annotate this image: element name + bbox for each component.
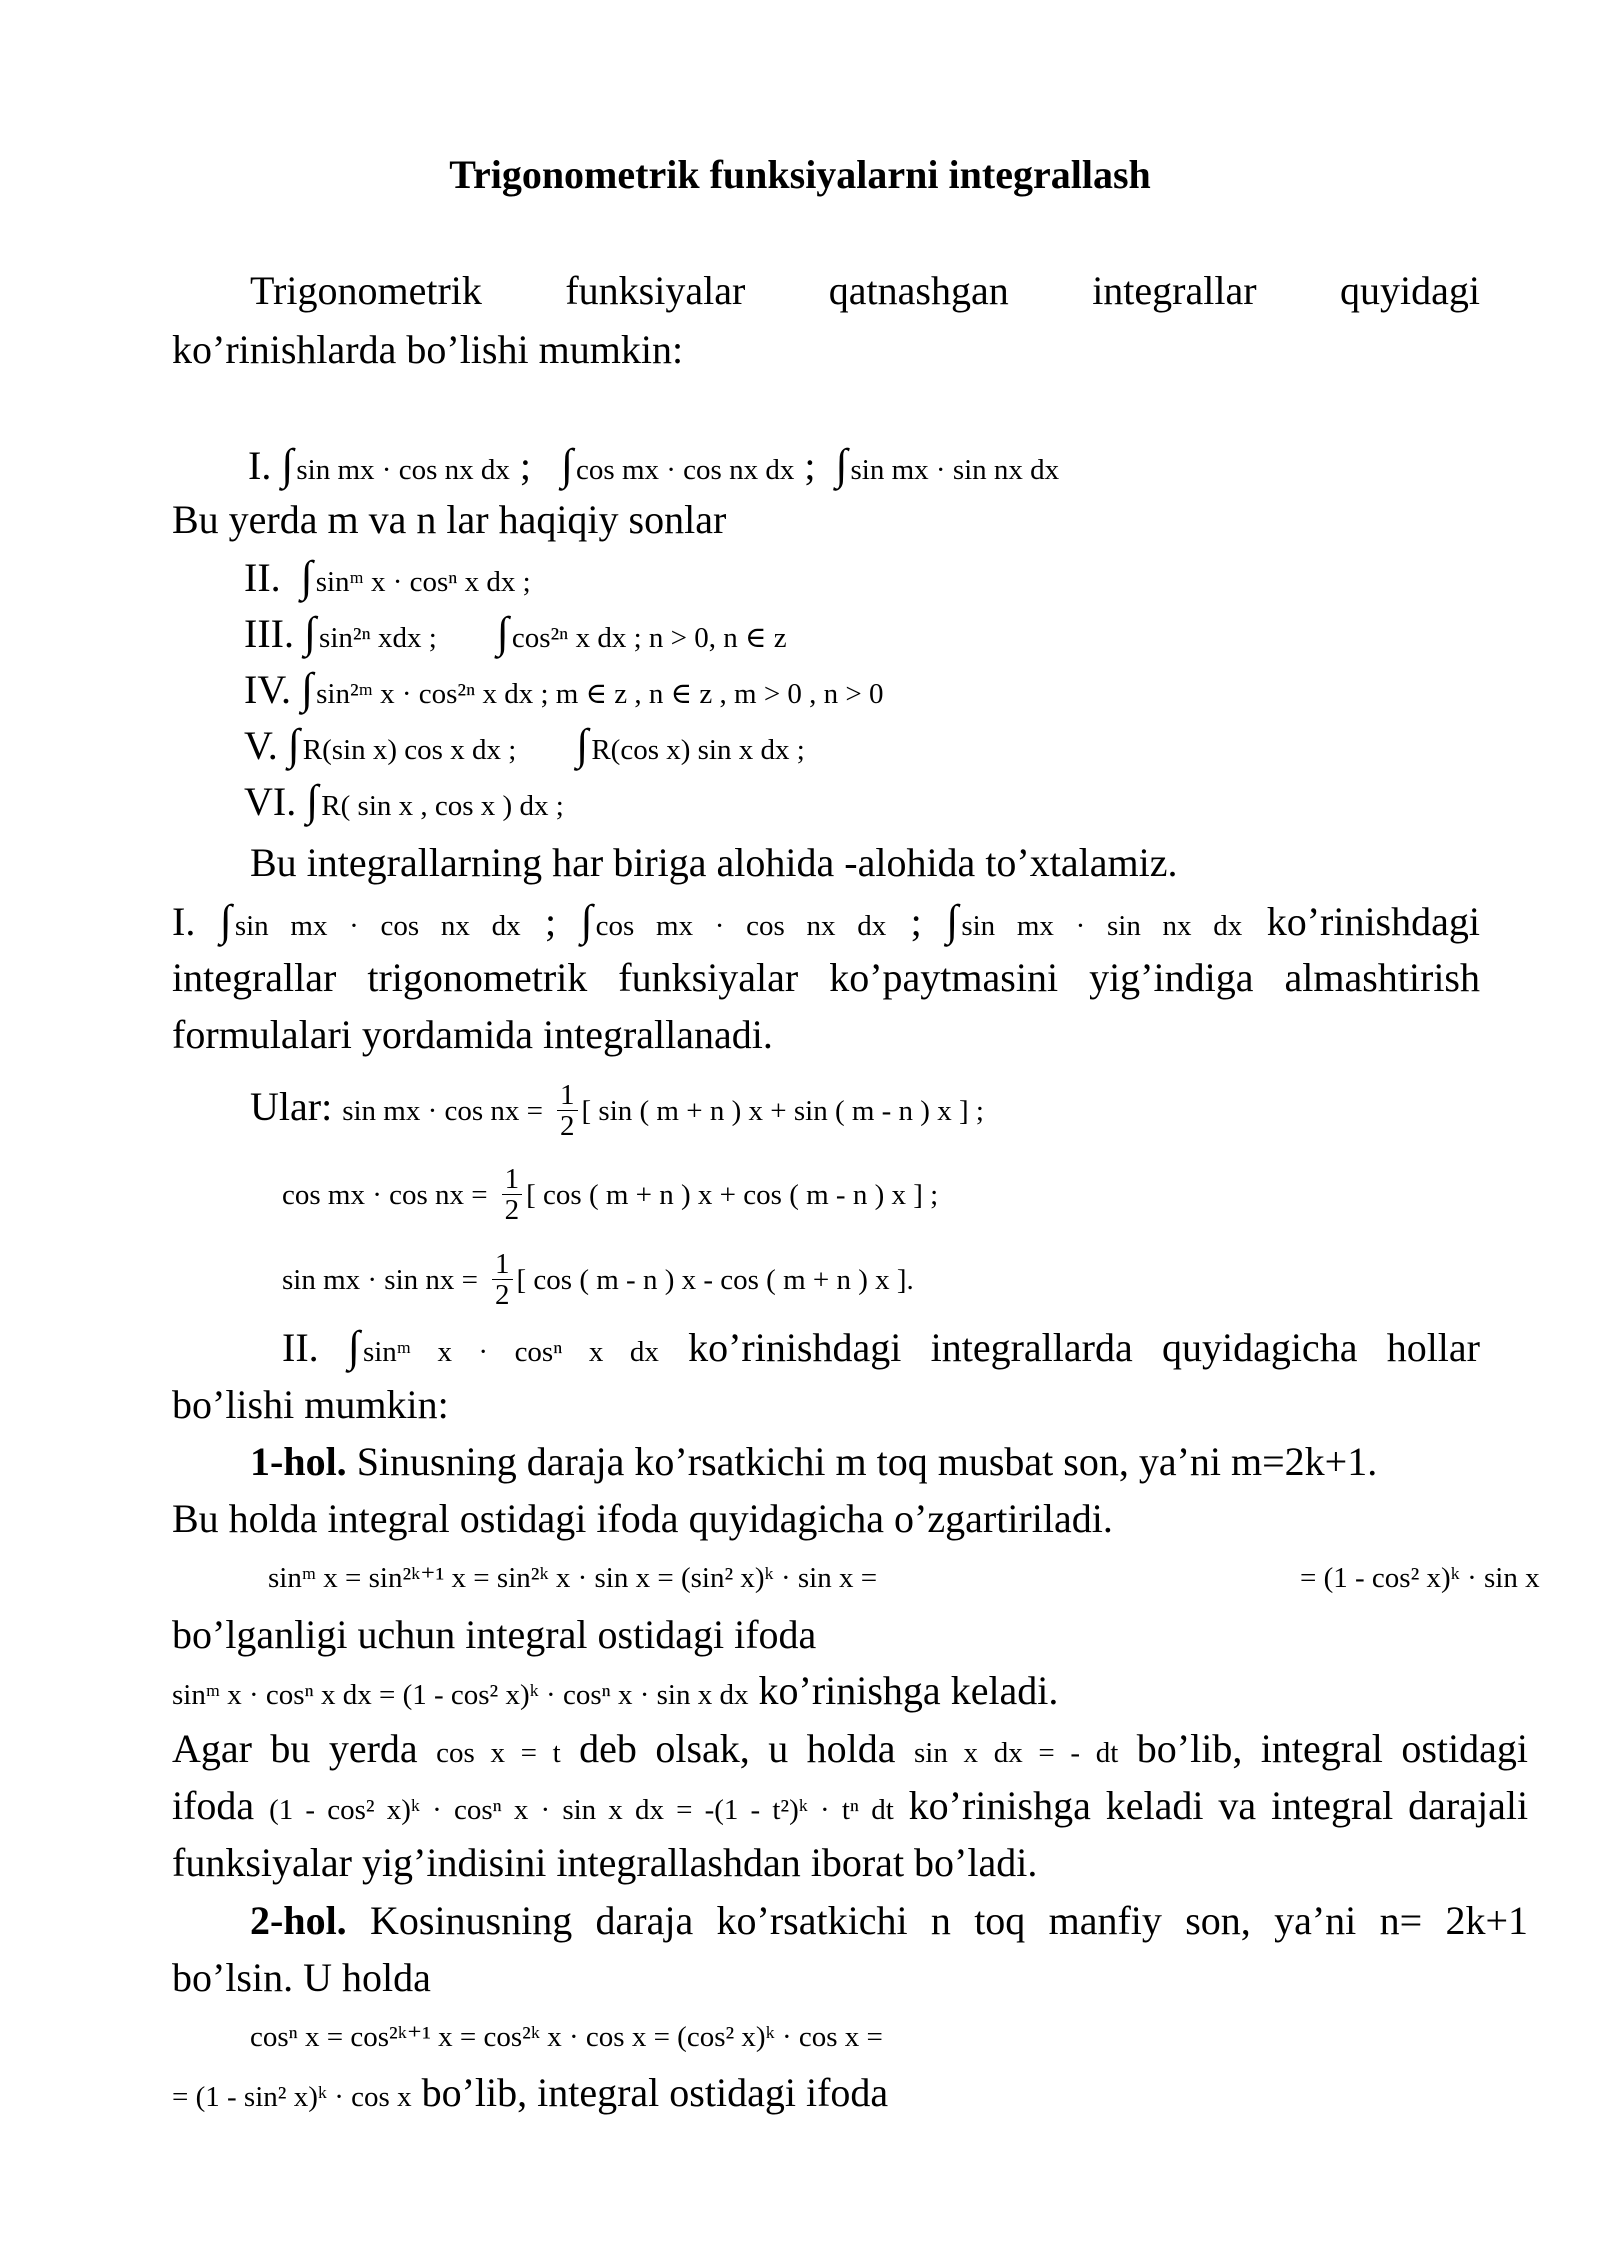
separator: ; xyxy=(804,443,816,488)
integral-item: ∫ cos mx · cos nx dx ; xyxy=(580,896,922,945)
fraction-one-half: $\frac{1}{2}$ xyxy=(557,1080,578,1141)
hol1-text: Sinusning daraja ko’rsatkichi m toq musbat son, ya’ni m=2k+1. xyxy=(346,1439,1378,1484)
page-title: Trigonometrik funksiyalarni integrallash xyxy=(449,152,1151,197)
section-label: I. xyxy=(172,899,196,944)
section2-integral: II. ∫ sinᵐ x · cosⁿ x dx xyxy=(282,1322,659,1371)
section1-line-3: formulalari yordamida integrallanadi. xyxy=(172,1012,773,1057)
formula: cos x = t xyxy=(436,1737,561,1769)
formula-rhs: [ cos ( m + n ) x + cos ( m - n ) x ] ; xyxy=(526,1179,939,1211)
section2-line-2: bo’lishi mumkin: xyxy=(172,1382,449,1427)
integral-sign-icon: ∫ xyxy=(560,440,574,489)
section1-line-2: integrallar trigonometrik funksiyalar ko’paytmasini yig’indiga almashtirish xyxy=(172,955,1480,1000)
form-iv xyxy=(244,664,884,719)
formula: (1 - cos² x)ᵏ · cosⁿ x · sin x dx = -(1 - t²)ᵏ · tⁿ dt xyxy=(269,1794,894,1826)
hol2-line-3 xyxy=(172,2068,888,2122)
suffix-text: ko’rinishdagi xyxy=(1266,899,1480,944)
text-fragment: va xyxy=(1218,1783,1257,1828)
section2-word: integrallarda xyxy=(930,1325,1133,1370)
text-fragment: ko’rinishga xyxy=(908,1783,1091,1828)
text-fragment: ifoda xyxy=(172,1783,255,1828)
integral-item: ∫ sin mx · sin nx dx xyxy=(946,896,1243,945)
text-fragment: darajali xyxy=(1408,1783,1529,1828)
form-i xyxy=(248,440,1059,495)
suffix-text: ko’rinishga keladi. xyxy=(748,1668,1059,1713)
hol1-line-2: Bu holda integral ostidagi ifoda quyidagicha o’zgartiriladi. xyxy=(172,1496,1113,1541)
ular-label: Ular: xyxy=(250,1084,333,1129)
hol1-line-7: funksiyalar yig’indisini integrallashdan iborat bo’ladi. xyxy=(172,1840,1038,1885)
integral-sign-icon: ∫ xyxy=(303,608,317,657)
formula-lhs: sin mx · cos nx = xyxy=(342,1095,544,1127)
formula: cos mx · cos nx dx xyxy=(576,454,795,486)
section1-line-1 xyxy=(172,896,1480,951)
hol1-label: 1-hol. xyxy=(250,1439,347,1484)
form-vi xyxy=(244,776,564,831)
intro-line-2: ko’rinishlarda bo’lishi mumkin: xyxy=(172,327,684,372)
roman-numeral: V. xyxy=(244,723,278,768)
hol1-formula-a: sinᵐ x = sin²ᵏ⁺¹ x = sin²ᵏ x · sin x = (sin² x)ᵏ · sin x = xyxy=(268,1562,878,1594)
intro-word: qatnashgan xyxy=(828,268,1009,313)
suffix-text: bo’lib, integral ostidagi ifoda xyxy=(411,2070,889,2115)
integral-sign-icon: ∫ xyxy=(576,720,589,769)
intro-line-1 xyxy=(250,266,1480,316)
intro-word: quyidagi xyxy=(1340,268,1480,313)
integral-sign-icon: ∫ xyxy=(281,440,294,489)
text-fragment: integral xyxy=(1271,1783,1394,1828)
roman-numeral: VI. xyxy=(244,779,297,824)
formula-lhs: sin mx · sin nx = xyxy=(282,1264,479,1296)
formula: cos²ⁿ x dx ; n > 0, n ∈ z xyxy=(511,622,787,654)
hol1-line-1 xyxy=(250,1437,1377,1487)
section1-lead: Bu integrallarning har biriga alohida -alohida to’xtalamiz. xyxy=(250,840,1178,885)
text-fragment: Agar bu yerda xyxy=(172,1726,418,1771)
hol2-label: 2-hol. xyxy=(250,1898,347,1943)
text-fragment: deb olsak, u holda xyxy=(579,1726,896,1771)
section-label: II. xyxy=(282,1325,319,1370)
formula: R(cos x) sin x dx ; xyxy=(591,734,805,766)
hol1-line-6 xyxy=(172,1781,1528,1835)
integral-sign-icon: ∫ xyxy=(301,664,314,713)
hol1-line-5 xyxy=(172,1724,1528,1778)
form-v xyxy=(244,720,805,775)
form-iii xyxy=(244,608,787,663)
integral-item: ∫ sin mx · cos nx dx ; xyxy=(219,896,557,945)
formula: sin mx · sin nx dx xyxy=(850,454,1060,486)
hol2-line-2: bo’lsin. U holda xyxy=(172,1955,431,2000)
formula: sinᵐ x · cosⁿ x dx ; xyxy=(315,566,531,598)
roman-numeral: III. xyxy=(244,611,294,656)
separator: ; xyxy=(519,443,531,488)
formula: sin²ⁿ xdx ; xyxy=(319,622,437,654)
hol1-line-3: bo’lganligi uchun integral ostidagi ifoda xyxy=(172,1612,817,1657)
formula: sinᵐ x · cosⁿ x dx = (1 - cos² x)ᵏ · cosⁿ x · sin x dx xyxy=(172,1679,749,1711)
formula-rhs: [ sin ( m + n ) x + sin ( m - n ) x ] ; xyxy=(581,1095,984,1127)
fraction-one-half: $\frac{1}{2}$ xyxy=(492,1249,513,1310)
forms-note: Bu yerda m va n lar haqiqiy sonlar xyxy=(172,497,727,542)
section2-word: hollar xyxy=(1386,1325,1480,1370)
integral-sign-icon: ∫ xyxy=(300,552,313,601)
formula: sin mx · cos nx dx xyxy=(296,454,510,486)
section2-word: quyidagicha xyxy=(1161,1325,1358,1370)
roman-numeral: IV. xyxy=(244,667,292,712)
integral-sign-icon: ∫ xyxy=(835,440,848,489)
product-formula-2 xyxy=(282,1156,938,1230)
integral-sign-icon: ∫ xyxy=(580,896,593,945)
formula-lhs: cos mx · cos nx = xyxy=(282,1179,488,1211)
hol2-line-1 xyxy=(250,1896,1528,1946)
formula: sin x dx = - dt xyxy=(913,1737,1119,1769)
roman-numeral: II. xyxy=(244,555,281,600)
text-fragment: bo’lib, integral ostidagi xyxy=(1136,1726,1529,1771)
formula: = (1 - sin² x)ᵏ · cos x xyxy=(172,2081,412,2113)
section2-line-1 xyxy=(282,1322,1480,1377)
formula: R(sin x) cos x dx ; xyxy=(302,734,517,766)
product-formula-3 xyxy=(282,1241,914,1315)
integral-sign-icon: ∫ xyxy=(347,1322,360,1371)
product-formula-1 xyxy=(250,1072,984,1146)
intro-word: Trigonometrik xyxy=(250,268,482,313)
intro-word: integrallar xyxy=(1092,268,1257,313)
hol2-text: Kosinusning daraja ko’rsatkichi n toq manfiy son, ya’ni n= 2k+1 xyxy=(346,1898,1528,1943)
form-ii xyxy=(244,552,531,607)
hol2-formula-a: cosⁿ x = cos²ᵏ⁺¹ x = cos²ᵏ x · cos x = (cos² x)ᵏ · cos x = xyxy=(250,2021,883,2053)
formula: sin²ᵐ x · cos²ⁿ x dx ; m ∈ z , n ∈ z , m > 0 , n > 0 xyxy=(316,678,884,710)
roman-numeral: I. xyxy=(248,443,272,488)
hol1-line-4 xyxy=(172,1666,1058,1720)
text-fragment: keladi xyxy=(1105,1783,1204,1828)
intro-word: funksiyalar xyxy=(565,268,746,313)
formula-rhs: [ cos ( m - n ) x - cos ( m + n ) x ]. xyxy=(516,1264,914,1296)
integral-sign-icon: ∫ xyxy=(306,776,319,825)
integral-sign-icon: ∫ xyxy=(287,720,300,769)
fraction-one-half: $\frac{1}{2}$ xyxy=(502,1164,523,1225)
hol1-formula-b: = (1 - cos² x)ᵏ · sin x xyxy=(1300,1562,1540,1594)
integral-sign-icon: ∫ xyxy=(219,896,232,945)
formula: R( sin x , cos x ) dx ; xyxy=(321,790,564,822)
integral-sign-icon: ∫ xyxy=(496,608,509,657)
section2-word: ko’rinishdagi xyxy=(688,1325,902,1370)
integral-sign-icon: ∫ xyxy=(946,896,959,945)
